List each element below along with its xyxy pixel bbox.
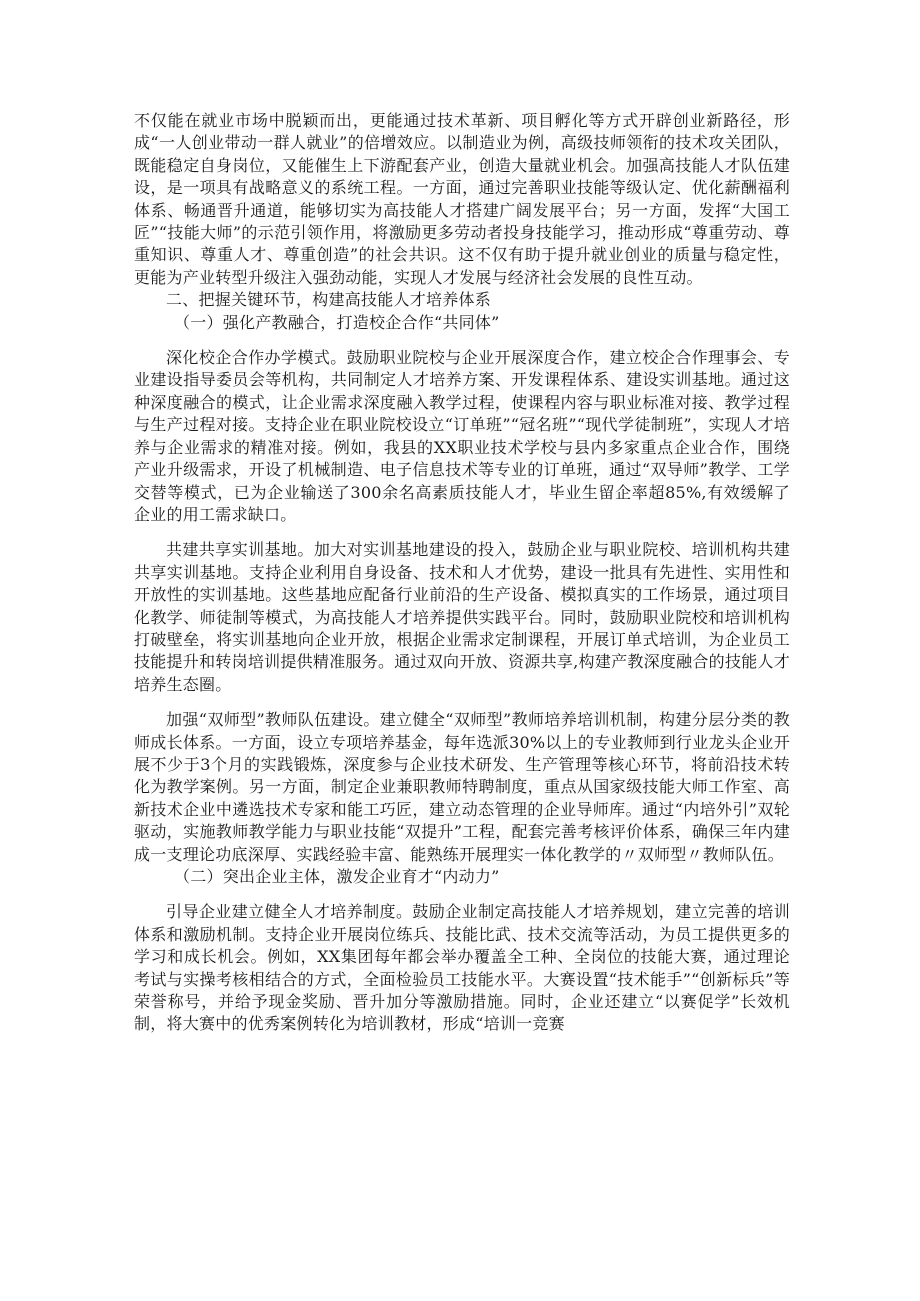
intro-paragraph: 不仅能在就业市场中脱颖而出，更能通过技术革新、项目孵化等方式开辟创业新路径，形成“一人创业带动一群人就业”的倍增效应。以制造业为例，高级技师领衔的技术攻关团队，既能稳定自身岗位，又能催生上下游配套产业，创造大量就业机会。加强高技能人才队伍建设，是一项具有战略意义的系统工程。一方面，通过完善职业技能等级认定、优化薪酬福利体系、畅通晋升通道，能够切实为高技能人才搭建广阔发展平台；另一方面，发挥“大国工匠”“技能大师”的示范引领作用，将激励更多劳动者投身技能学习，推动形成“尊重劳动、尊重知识、尊重人才、尊重创造”的社会共识。这不仅有助于提升就业创业的质量与稳定性，更能为产业转型升级注入强劲动能，实现人才发展与经济社会发展的良性互动。 xyxy=(134,111,790,287)
body-paragraph: 深化校企合作办学模式。鼓励职业院校与企业开展深度合作，建立校企合作理事会、专业建设指导委员会等机构，共同制定人才培养方案、开发课程体系、建设实训基地。通过这种深度融合的模式，让企业需求深度融入教学过程，使课程内容与职业标准对接、教学过程与生产过程对接。支持企业在职业院校设立“订单班”“冠名班”“现代学徒制班”，实现人才培养与企业需求的精准对接。例如，我县的XX职业技术学校与县内多家重点企业合作，围绕产业升级需求，开设了机械制造、电子信息技术等专业的订单班，通过“双导师”教学、工学交替等模式，已为企业输送了300余名高素质技能人才，毕业生留企率超85%,有效缓解了企业的用工需求缺口。 xyxy=(134,348,790,524)
body-paragraph: 共建共享实训基地。加大对实训基地建设的投入，鼓励企业与职业院校、培训机构共建共享实训基地。支持企业利用自身设备、技术和人才优势，建设一批具有先进性、实用性和开放性的实训基地。这些基地应配备行业前沿的生产设备、模拟真实的工作场景，通过项目化教学、师徒制等模式，为高技能人才培养提供实践平台。同时，鼓励职业院校和培训机构打破壁垒，将实训基地向企业开放，根据企业需求定制课程，开展订单式培训，为企业员工技能提升和转岗培训提供精准服务。通过双向开放、资源共享,构建产教深度融合的技能人才培养生态圈。 xyxy=(134,540,790,694)
section-heading: 二、把握关键环节，构建高技能人才培养体系 xyxy=(166,290,492,310)
body-paragraph: 引导企业建立健全人才培养制度。鼓励企业制定高技能人才培养规划，建立完善的培训体系和激励机制。支持企业开展岗位练兵、技能比武、技术交流等活动，为员工提供更多的学习和成长机会。例如，XX集团每年都会举办覆盖全工种、全岗位的技能大赛，通过理论考试与实操考核相结合的方式，全面检验员工技能水平。大赛设置“技术能手”“创新标兵”等荣誉称号，并给予现金奖励、晋升加分等激励措施。同时，企业还建立“以赛促学”长效机制，将大赛中的优秀案例转化为培训教材，形成“培训一竞赛 xyxy=(134,902,790,1034)
subsection-heading: （二）突出企业主体，激发企业育才“内动力” xyxy=(174,867,500,886)
document-page xyxy=(134,110,790,1036)
body-paragraph: 加强“双师型”教师队伍建设。建立健全“双师型”教师培养培训机制，构建分层分类的教师成长体系。一方面，设立专项培养基金，每年选派30%以上的专业教师到行业龙头企业开展不少于3个月的实践锻炼，深度参与企业技术研发、生产管理等核心环节，将前沿技术转化为教学案例。另一方面，制定企业兼职教师特聘制度，重点从国家级技能大师工作室、高新技术企业中遴选技术专家和能工巧匠，建立动态管理的企业导师库。通过“内培外引”双轮驱动，实施教师教学能力与职业技能“双提升”工程，配套完善考核评价体系，确保三年内建成一支理论功底深厚、实践经验丰富、能熟练开展理实一体化教学的〃双师型〃教师队伍。 xyxy=(134,710,790,864)
subsection-heading: （一）强化产教融合，打造校企合作“共同体” xyxy=(174,312,500,332)
